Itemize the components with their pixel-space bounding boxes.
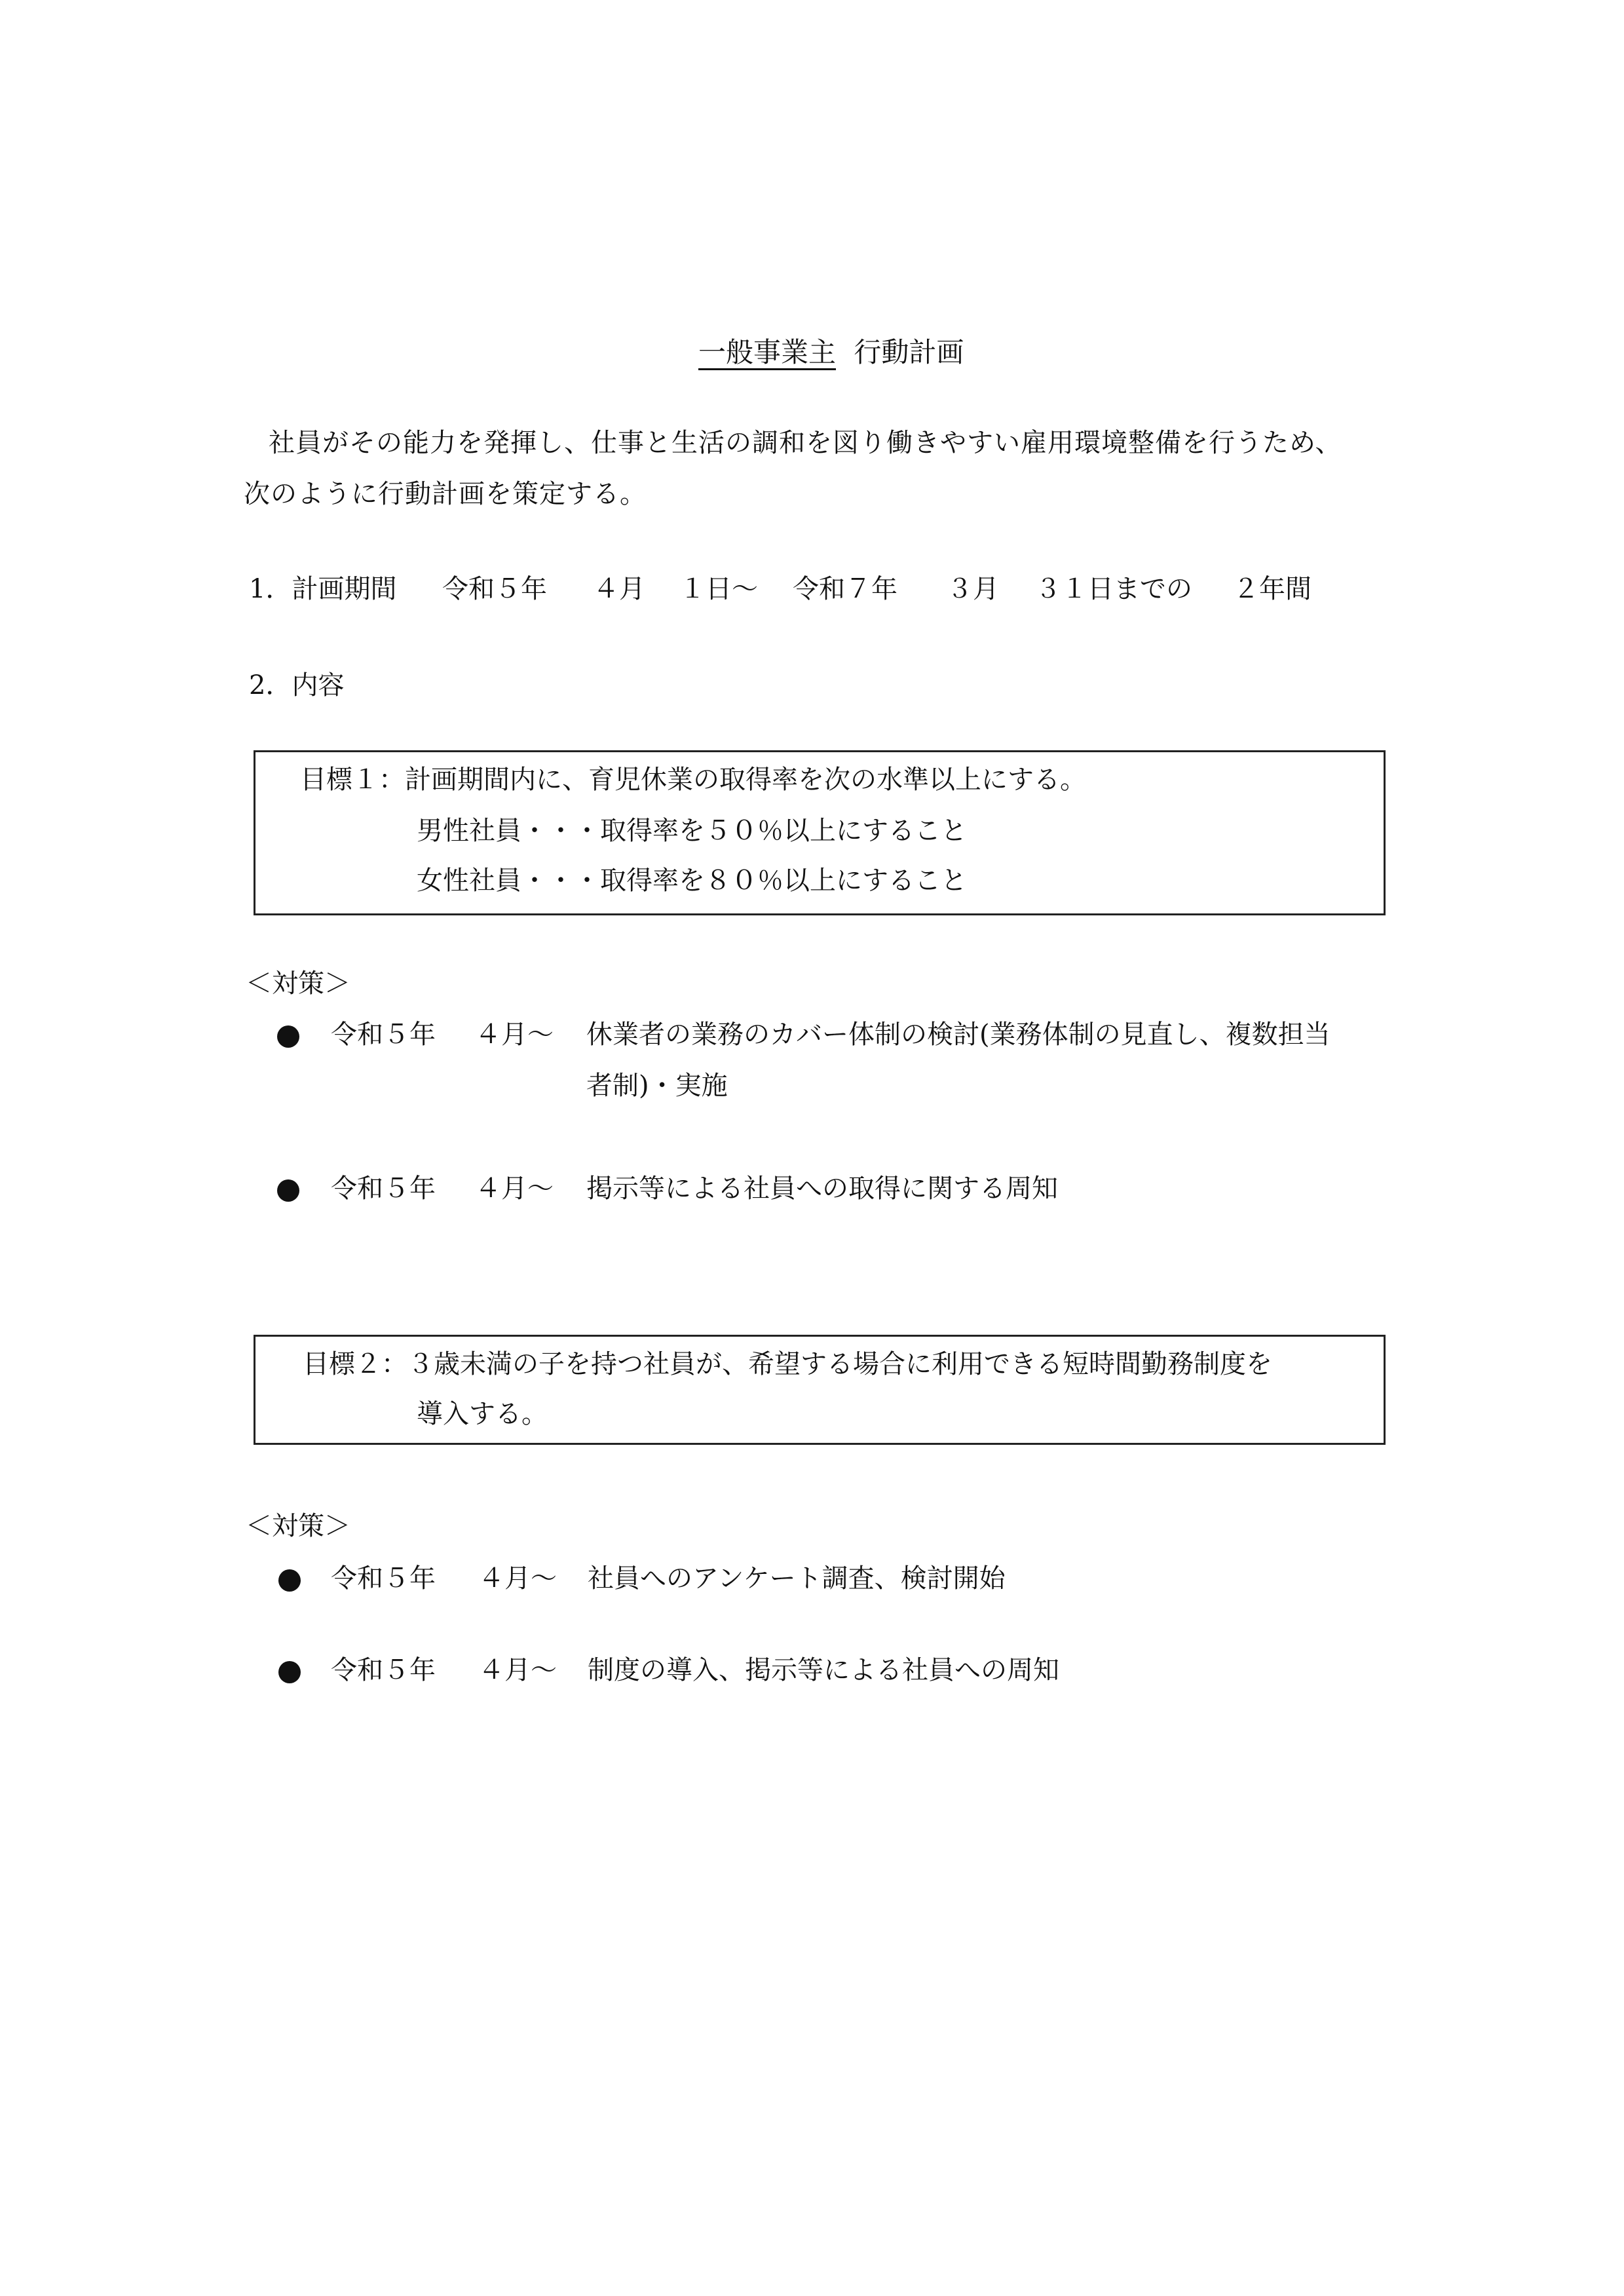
measure-1-1-month: ４月～ [475, 1020, 554, 1050]
measure-2-2-year: 令和５年 [331, 1655, 436, 1685]
bullet-icon [278, 1661, 301, 1683]
title-underlined-part: 一般事業主 [698, 336, 837, 368]
goal-1-line-1: 目標１：計画期間内に、育児休業の取得率を次の水準以上にする。 [300, 765, 1086, 795]
goal-2-line-1: 目標２：３歳未満の子を持つ社員が、希望する場合に利用できる短時間勤務制度を [303, 1349, 1272, 1379]
period-end-year: 令和７年 [793, 574, 897, 604]
period-duration: ２年間 [1233, 574, 1312, 604]
measures-1-heading: ＜対策＞ [246, 968, 350, 999]
measure-1-1-text-line-2: 者制)・実施 [586, 1071, 728, 1101]
measure-2-2-text-line-1: 制度の導入、掲示等による社員への周知 [588, 1655, 1059, 1685]
period-end-month: ３月 [947, 574, 999, 604]
intro-line-1: 社員がその能力を発揮し、仕事と生活の調和を図り働きやすい雇用環境整備を行うため、 [269, 428, 1342, 458]
bullet-icon [278, 1569, 301, 1592]
content-heading: 2．内容 [249, 670, 345, 700]
measures-2-heading: ＜対策＞ [246, 1511, 350, 1541]
goal-1-line-3: 女性社員・・・取得率を８０％以上にすること [417, 866, 967, 896]
page-title [662, 331, 964, 370]
intro-line-2: 次のように行動計画を策定する。 [244, 479, 647, 509]
measure-2-1-text-line-1: 社員へのアンケート調査、検討開始 [588, 1563, 1006, 1594]
measure-1-1-year: 令和５年 [331, 1020, 436, 1050]
goal-1-line-2: 男性社員・・・取得率を５０％以上にすること [417, 816, 967, 846]
period-start-day: １日～ [679, 574, 758, 604]
goal-2-line-2: 導入する。 [417, 1399, 548, 1429]
measure-1-2-year: 令和５年 [331, 1174, 436, 1204]
period-end-day: ３１日までの [1035, 574, 1192, 604]
measure-1-1-text-line-1: 休業者の業務のカバー体制の検討(業務体制の見直し、複数担当 [586, 1020, 1331, 1050]
measure-2-1-month: ４月～ [478, 1563, 557, 1594]
period-label: 1．計画期間 [249, 574, 397, 604]
bullet-icon [277, 1179, 299, 1202]
goal-1-box [254, 750, 1386, 915]
bullet-icon [277, 1025, 299, 1048]
period-start-month: ４月 [593, 574, 645, 604]
title-rest: 行動計画 [854, 336, 964, 368]
measure-1-2-month: ４月～ [475, 1174, 554, 1204]
measure-1-2-text-line-1: 掲示等による社員への取得に関する周知 [586, 1174, 1058, 1204]
measure-2-1-year: 令和５年 [331, 1563, 436, 1594]
goal-2-box [254, 1335, 1386, 1445]
measure-2-2-month: ４月～ [478, 1655, 557, 1685]
period-start-year: 令和５年 [442, 574, 547, 604]
